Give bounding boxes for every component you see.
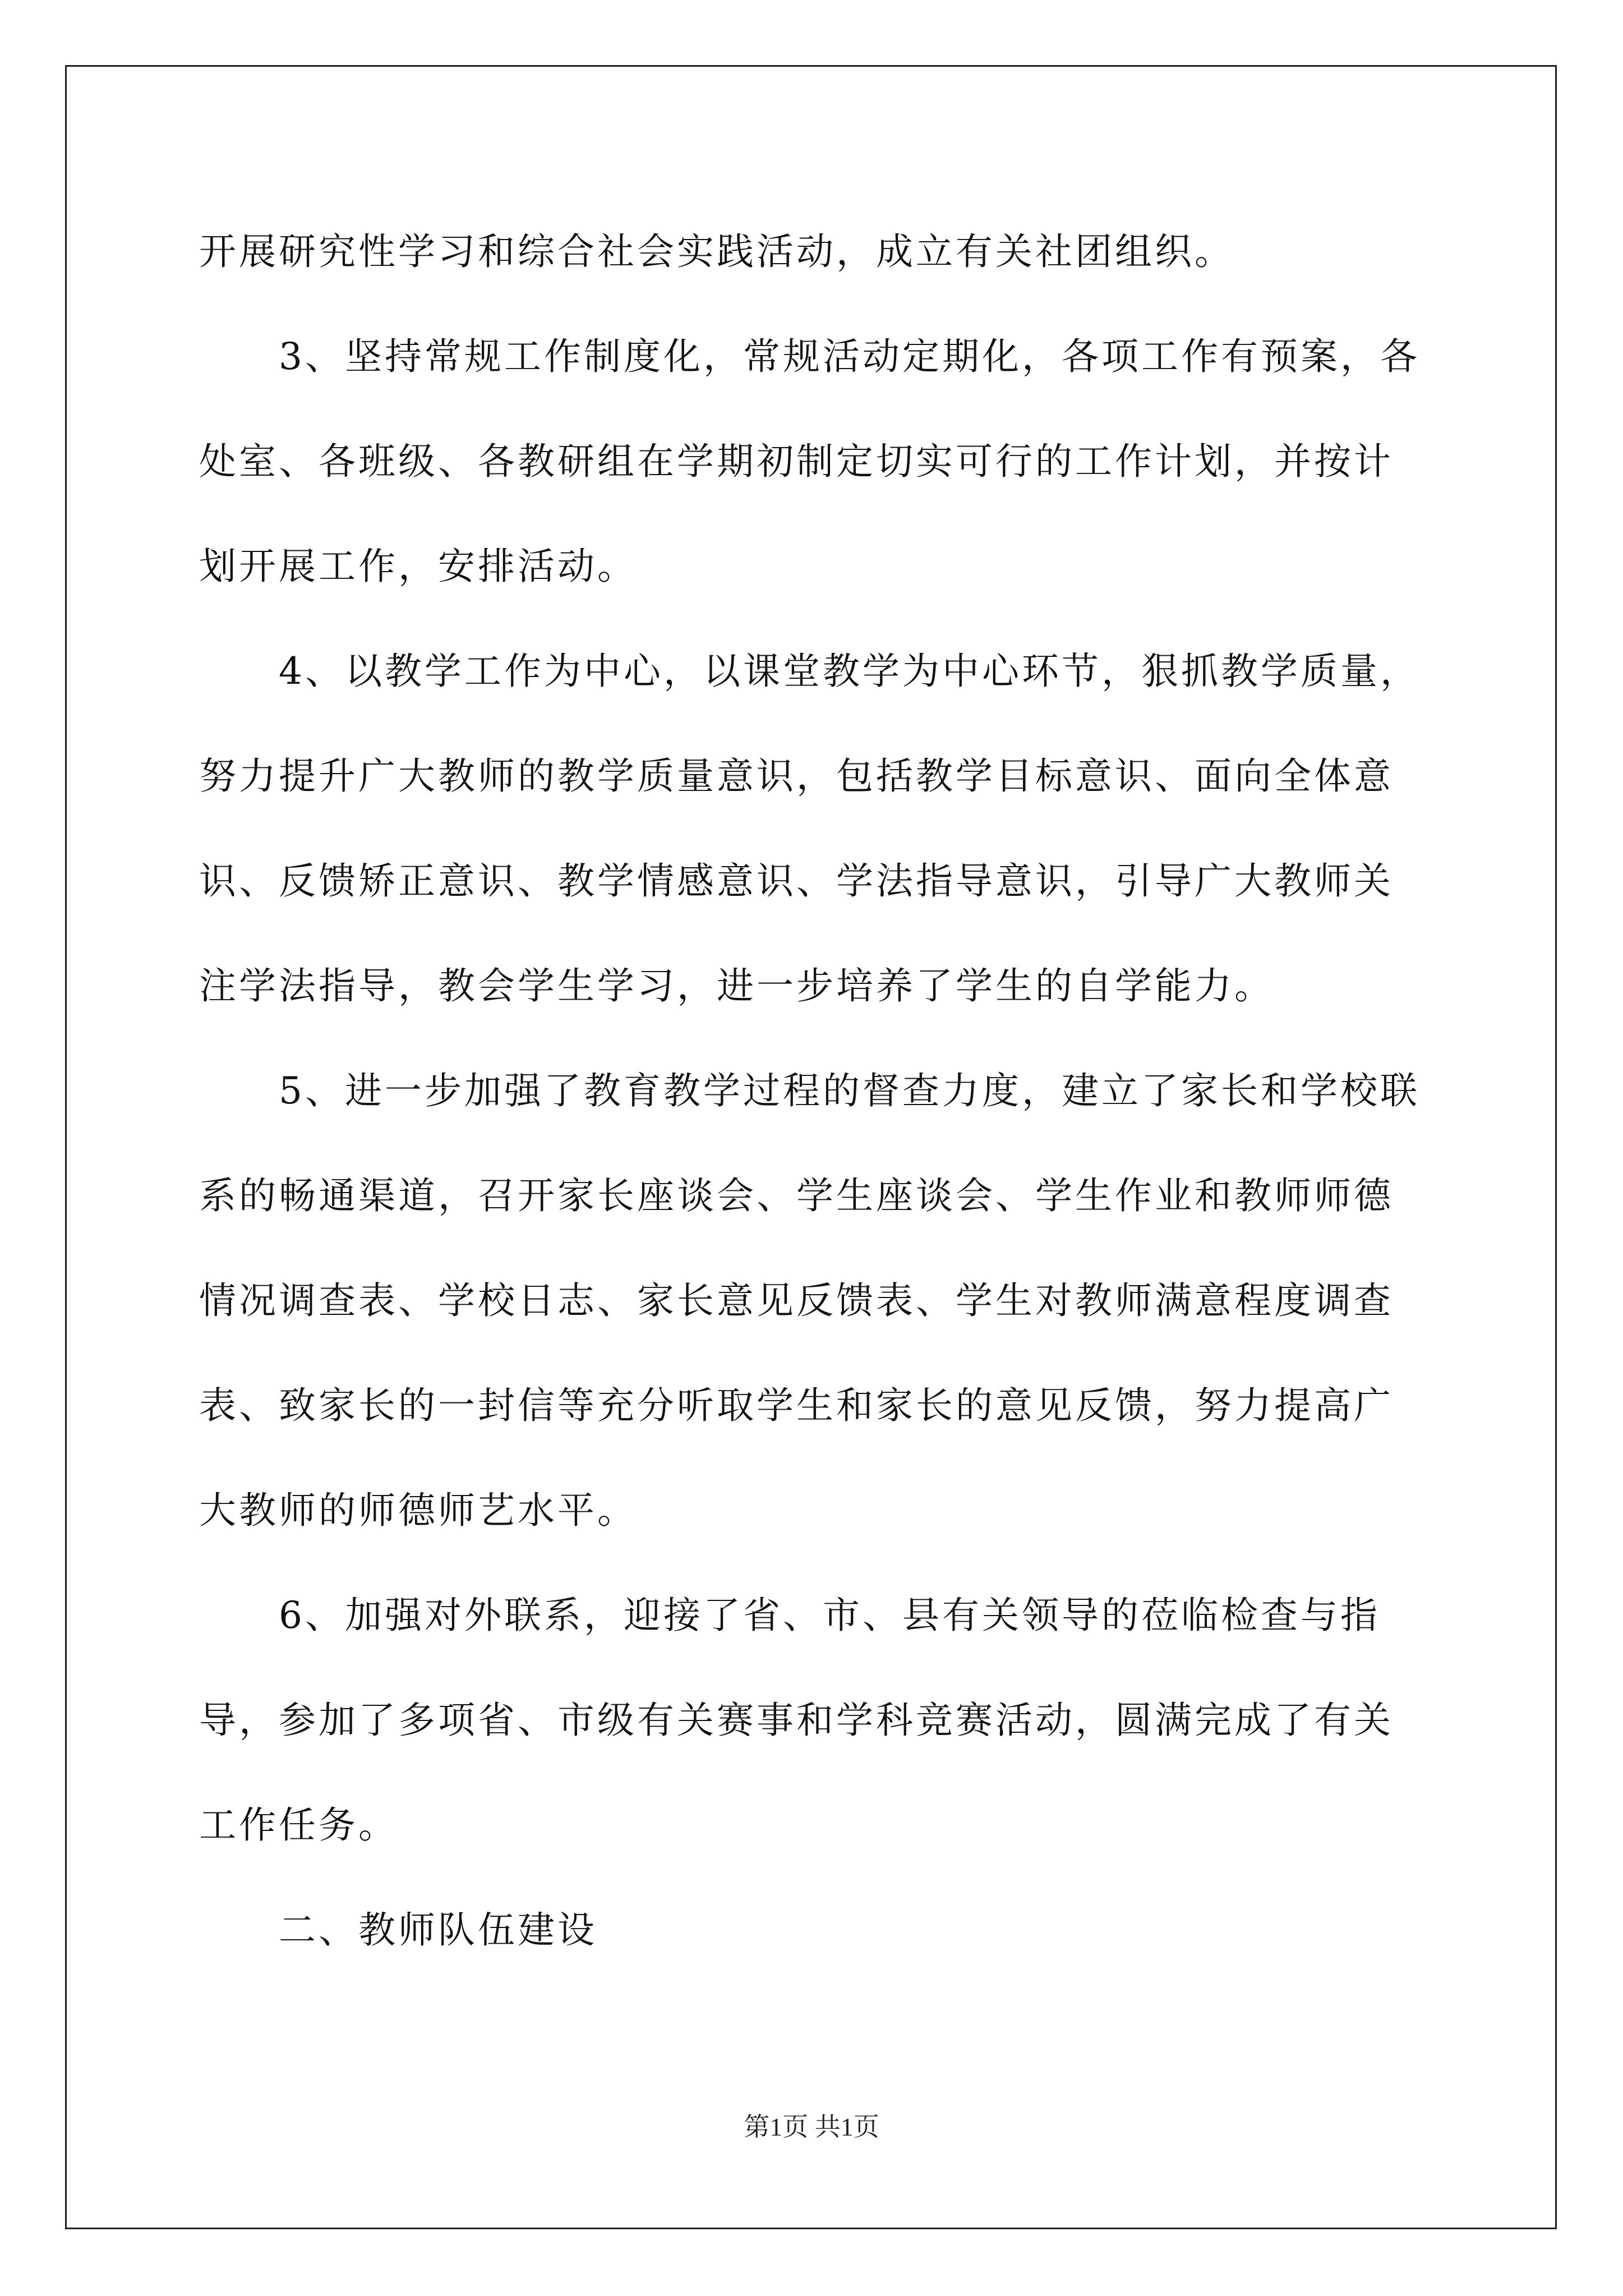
paragraph-4: 5、进一步加强了教育教学过程的督查力度，建立了家长和学校联系的畅通渠道，召开家长座谈会、学生座谈会、学生作业和教师师德情况调查表、学校日志、家长意见反馈表、学生对教师满意程度调查表、致家长的一封信等充分听取学生和家长的意见反馈，努力提高广大教师的师德师艺水平。 (199, 1069, 1420, 1532)
paragraph-3: 4、以教学工作为中心，以课堂教学为中心环节，狠抓教学质量，努力提升广大教师的教学质量意识，包括教学目标意识、面向全体意识、反馈矫正意识、教学情感意识、学法指导意识，引导广大教师关注学法指导，教会学生学习，进一步培养了学生的自学能力。 (199, 650, 1420, 1007)
page-footer: 第1页 共1页 (744, 2113, 879, 2141)
paragraph-2: 3、坚持常规工作制度化，常规活动定期化，各项工作有预案，各处室、各班级、各教研组在学期初制定切实可行的工作计划，并按计划开展工作，安排活动。 (199, 335, 1420, 588)
paragraph-5: 6、加强对外联系，迎接了省、市、县有关领导的莅临检查与指导，参加了多项省、市级有关赛事和学科竞赛活动，圆满完成了有关工作任务。 (199, 1594, 1394, 1847)
section-heading: 二、教师队伍建设 (279, 1908, 597, 1952)
paragraph-1: 开展研究性学习和综合社会实践活动，成立有关社团组织。 (199, 230, 1234, 273)
document-body (199, 199, 1433, 1982)
